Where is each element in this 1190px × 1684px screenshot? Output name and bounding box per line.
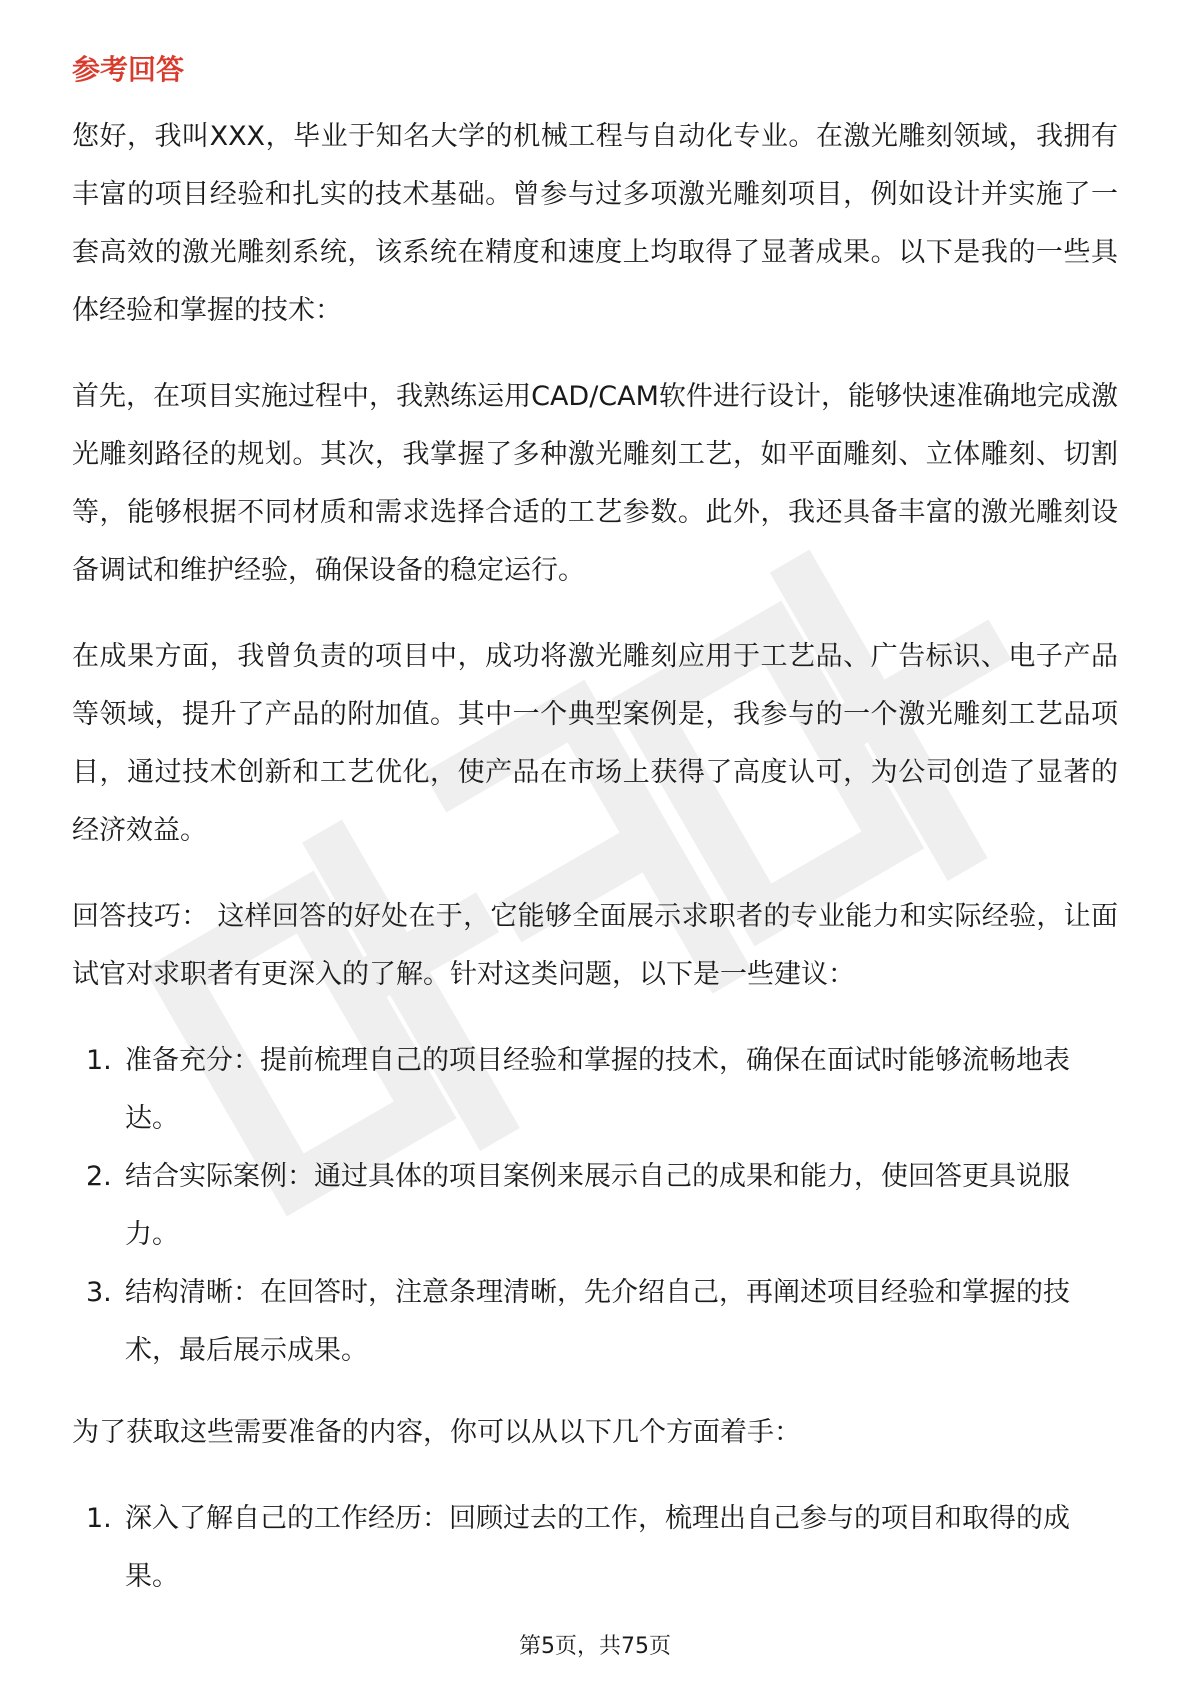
- skills-paragraph: 首先，在项目实施过程中，我熟练运用CAD/CAM软件进行设计，能够快速准确地完成激光雕刻路径的规划。其次，我掌握了多种激光雕刻工艺，如平面雕刻、立体雕刻、切割等，能够根据不同材质和需求选择合适的工艺参数。此外，我还具备丰富的激光雕刻设备调试和维护经验，确保设备的稳定运行。: [72, 381, 1118, 586]
- section-heading: 参考回答: [72, 53, 185, 86]
- list-item-text: 结构清晰：在回答时，注意条理清晰，先介绍自己，再阐述项目经验和掌握的技术，最后展示成果。: [125, 1277, 1070, 1366]
- list-item-number: 2.: [86, 1161, 112, 1192]
- intro-paragraph: 您好，我叫XXX，毕业于知名大学的机械工程与自动化专业。在激光雕刻领域，我拥有丰富的项目经验和扎实的技术基础。曾参与过多项激光雕刻项目，例如设计并实施了一套高效的激光雕刻系统，该系统在精度和速度上均取得了显著成果。以下是我的一些具体经验和掌握的技术：: [72, 121, 1118, 326]
- prep-intro-paragraph: 为了获取这些需要准备的内容，你可以从以下几个方面着手：: [72, 1417, 801, 1448]
- page-number-footer: 第5页，共75页: [519, 1634, 671, 1659]
- list-item-number: 1.: [86, 1045, 112, 1076]
- results-paragraph: 在成果方面，我曾负责的项目中，成功将激光雕刻应用于工艺品、广告标识、电子产品等领域，提升了产品的附加值。其中一个典型案例是，我参与的一个激光雕刻工艺品项目，通过技术创新和工艺优化，使产品在市场上获得了高度认可，为公司创造了显著的经济效益。: [72, 641, 1118, 846]
- list-item-number: 3.: [86, 1277, 112, 1308]
- list-item: [72, 1148, 1118, 1264]
- tips-list: [72, 1032, 1118, 1380]
- list-item-text: 深入了解自己的工作经历：回顾过去的工作，梳理出自己参与的项目和取得的成果。: [125, 1503, 1070, 1592]
- tips-intro-paragraph: 回答技巧： 这样回答的好处在于，它能够全面展示求职者的专业能力和实际经验，让面试官对求职者有更深入的了解。针对这类问题，以下是一些建议：: [72, 901, 1118, 990]
- list-item-number: 1.: [86, 1503, 112, 1534]
- list-item-text: 结合实际案例：通过具体的项目案例来展示自己的成果和能力，使回答更具说服力。: [125, 1161, 1070, 1250]
- list-item: [72, 1032, 1118, 1148]
- document-page: [72, 40, 1118, 1630]
- prep-list: [72, 1490, 1118, 1606]
- list-item: [72, 1490, 1118, 1606]
- list-item-text: 准备充分：提前梳理自己的项目经验和掌握的技术，确保在面试时能够流畅地表达。: [125, 1045, 1070, 1134]
- list-item: [72, 1264, 1118, 1380]
